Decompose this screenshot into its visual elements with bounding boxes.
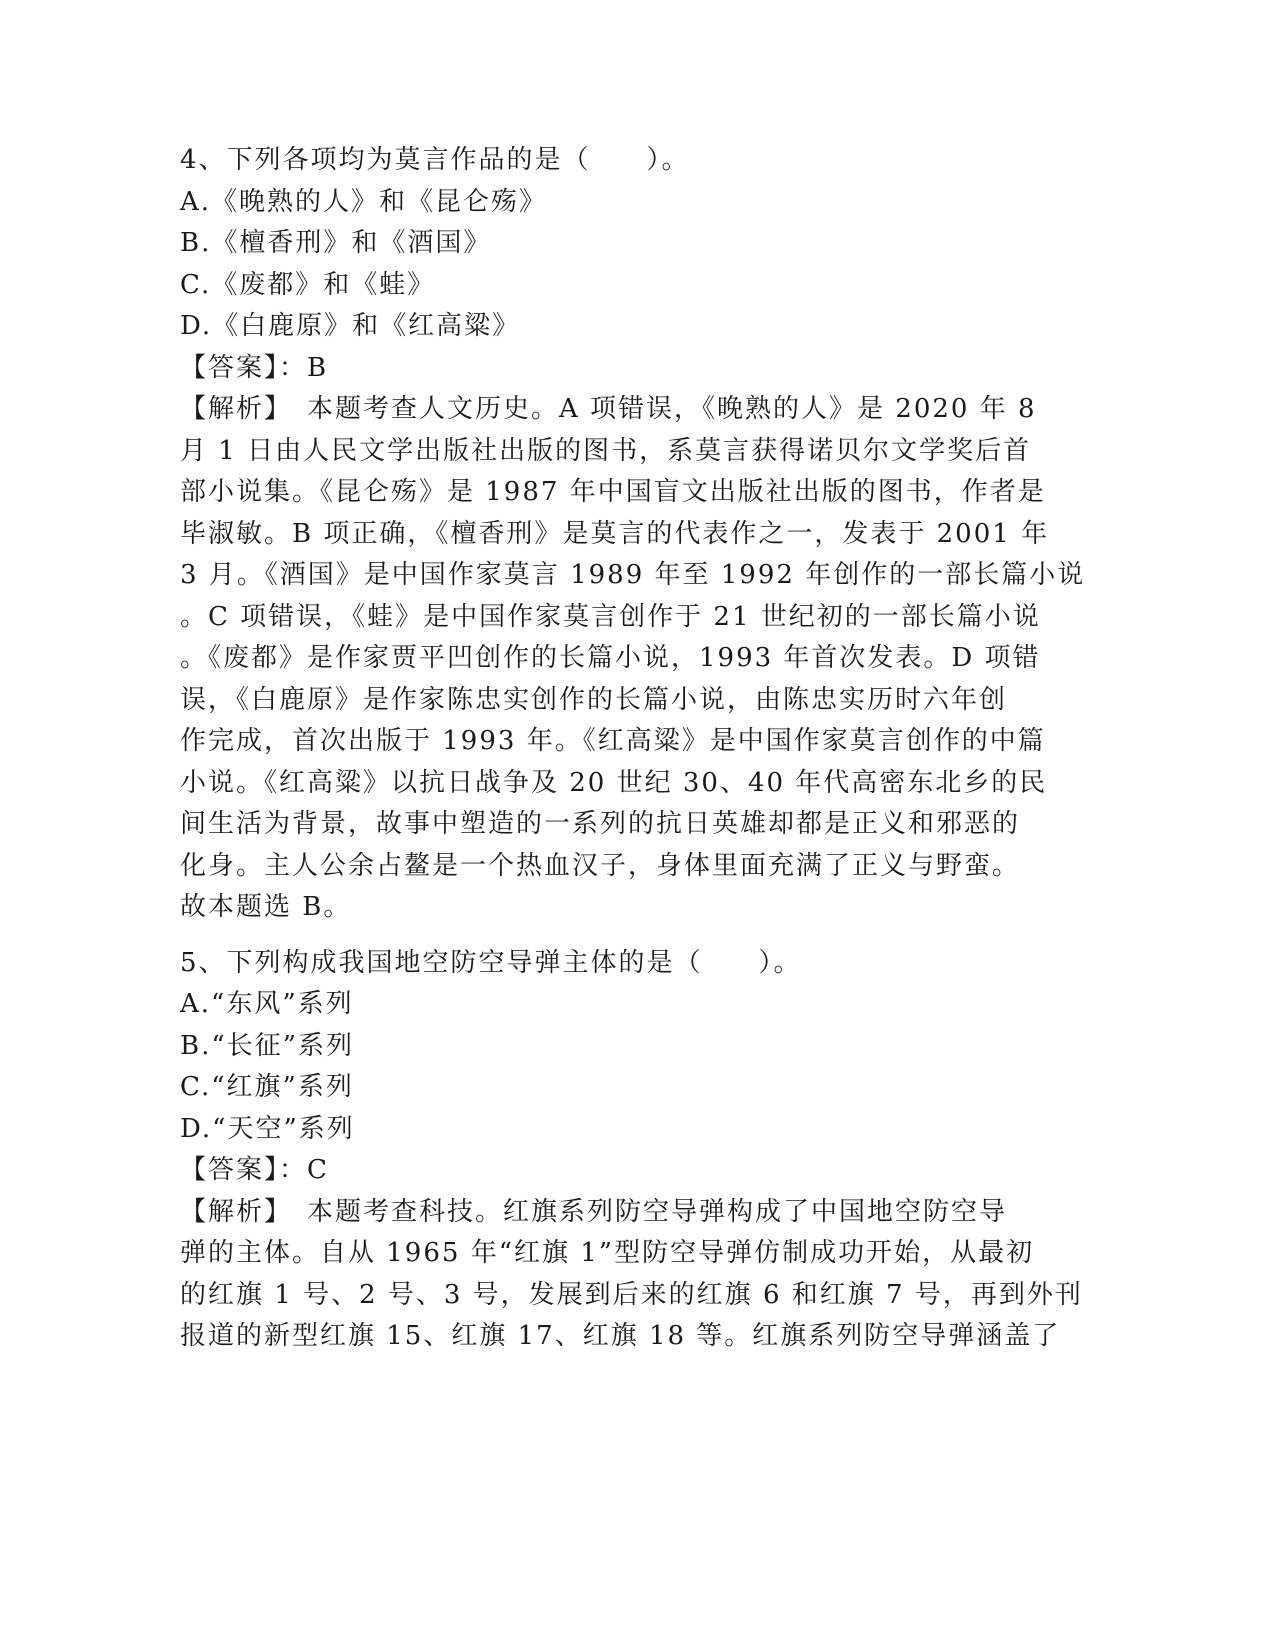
explanation-line: 小说。《红高粱》以抗日战争及 20 世纪 30、40 年代高密东北乡的民 (180, 767, 1048, 798)
explanation-line: 化身。主人公余占鳌是一个热血汉子，身体里面充满了正义与野蛮。 (180, 850, 1021, 881)
explanation-line: 3 月。《酒国》是中国作家莫言 1989 年至 1992 年创作的一部长篇小说 (180, 560, 1086, 590)
explanation-line: 报道的新型红旗 15、红旗 17、红旗 18 等。红旗系列防空导弹涵盖了 (180, 1321, 1061, 1351)
question-4 (180, 140, 1086, 929)
explanation-line: 作完成，首次出版于 1993 年。《红高粱》是中国作家莫言创作的中篇 (180, 726, 1046, 756)
explanation-line: 【解析】 本题考查人文历史。A 项错误，《晚熟的人》是 2020 年 8 (180, 394, 1037, 424)
answer-line: 【答案】：C (180, 1155, 329, 1185)
option-a: A.《晚熟的人》和《昆仑殇》 (180, 186, 548, 217)
explanation-line: 毕淑敏。B 项正确，《檀香刑》是莫言的代表作之一，发表于 2001 年 (180, 518, 1050, 549)
explanation-line: 【解析】 本题考查科技。红旗系列防空导弹构成了中国地空防空导 (180, 1196, 1008, 1227)
option-a: A.“东风”系列 (180, 989, 354, 1019)
option-b: B.《檀香刑》和《酒国》 (180, 228, 492, 258)
explanation (180, 389, 1086, 929)
explanation-line: 。《废都》是作家贾平凹创作的长篇小说，1993 年首次发表。D 项错 (180, 643, 1041, 673)
explanation-line: 弹的主体。自从 1965 年“红旗 1”型防空导弹仿制成功开始，从最初 (180, 1238, 1035, 1268)
option-d: D.“天空”系列 (180, 1113, 355, 1144)
option-c: C.《废都》和《蛙》 (180, 269, 436, 300)
question-5 (180, 943, 1083, 1358)
document-page (180, 140, 1086, 1358)
explanation-line: 故本题选 B。 (180, 892, 352, 922)
explanation (180, 1192, 1083, 1358)
explanation-line: 的红旗 1 号、2 号、3 号，发展到后来的红旗 6 和红旗 7 号，再到外刊 (180, 1279, 1083, 1310)
option-b: B.“长征”系列 (180, 1030, 354, 1061)
question-stem: 4、下列各项均为莫言作品的是（ ）。 (180, 145, 690, 175)
explanation-line: 间生活为背景，故事中塑造的一系列的抗日英雄却都是正义和邪恶的 (180, 809, 1021, 839)
option-d: D.《白鹿原》和《红高粱》 (180, 311, 521, 341)
answer-line: 【答案】：B (180, 352, 329, 383)
explanation-line: 误，《白鹿原》是作家陈忠实创作的长篇小说，由陈忠实历时六年创 (180, 684, 1008, 715)
explanation-line: 部小说集。《昆仑殇》是 1987 年中国盲文出版社出版的图书，作者是 (180, 477, 1046, 507)
question-stem: 5、下列构成我国地空防空导弹主体的是（ ）。 (180, 947, 802, 978)
option-c: C.“红旗”系列 (180, 1072, 354, 1102)
explanation-line: 。C 项错误，《蛙》是中国作家莫言创作于 21 世纪初的一部长篇小说 (180, 601, 1041, 632)
explanation-line: 月 1 日由人民文学出版社出版的图书，系莫言获得诺贝尔文学奖后首 (180, 435, 1032, 466)
